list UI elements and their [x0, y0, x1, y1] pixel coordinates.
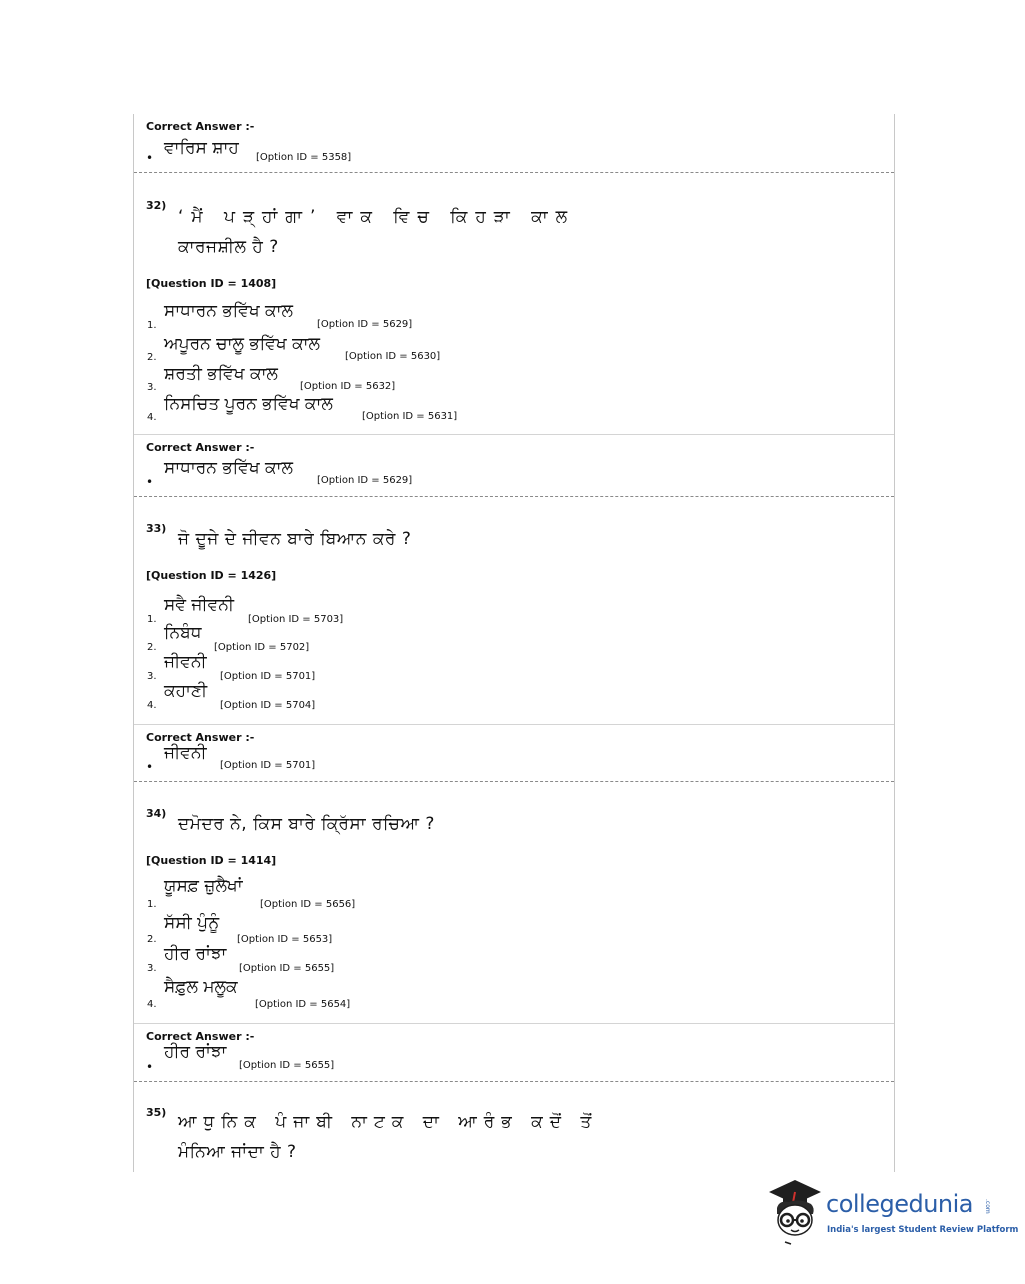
option-id: [Option ID = 5653]	[237, 934, 333, 945]
question-number: 33)	[146, 522, 167, 535]
option-id: [Option ID = 5704]	[220, 700, 316, 711]
bullet: •	[146, 475, 154, 489]
question-number: 34)	[146, 807, 167, 820]
correct-answer-33	[134, 725, 894, 782]
option-text: ਕਹਾਣੀ	[164, 681, 208, 701]
option-number: 3.	[147, 671, 157, 682]
question-text-line1: ‘ਮੈਂ ਪੜ੍ਹਾਂਗਾ’ ਵਾਕ ਵਿਚ ਕਿਹੜਾ ਕਾਲ	[178, 207, 576, 227]
option-id: [Option ID = 5629]	[317, 475, 413, 486]
option-number: 3.	[147, 963, 157, 974]
option-number: 2.	[147, 934, 157, 945]
option-number: 3.	[147, 382, 157, 393]
option-id: [Option ID = 5358]	[256, 152, 352, 163]
question-32	[134, 173, 894, 435]
question-35	[134, 1082, 894, 1172]
option-id: [Option ID = 5630]	[345, 351, 441, 362]
option-number: 4.	[147, 700, 157, 711]
question-id: [Question ID = 1408]	[146, 277, 277, 290]
correct-answer-heading: Correct Answer :-	[146, 1030, 255, 1043]
answer-text: ਹੀਰ ਰਾਂਝਾ	[164, 1042, 227, 1062]
question-id: [Question ID = 1426]	[146, 569, 277, 582]
question-id: [Question ID = 1414]	[146, 854, 277, 867]
option-text: ਸੈਫ਼ੁਲ ਮਲੂਕ	[164, 977, 238, 997]
option-text: ਸਾਧਾਰਨ ਭਵਿੱਖ ਕਾਲ	[164, 301, 293, 321]
correct-answer-heading: Correct Answer :-	[146, 120, 255, 133]
option-id: [Option ID = 5701]	[220, 671, 316, 682]
option-id: [Option ID = 5631]	[362, 411, 458, 422]
option-id: [Option ID = 5629]	[317, 319, 413, 330]
correct-answer-31	[134, 114, 894, 173]
question-paper	[133, 114, 895, 1172]
question-text-line2: ਕਾਰਜਸ਼ੀਲ ਹੈ ?	[178, 237, 279, 257]
correct-answer-heading: Correct Answer :-	[146, 441, 255, 454]
correct-answer-34	[134, 1024, 894, 1082]
option-text: ਯੂਸਫ਼ ਜ਼ੁਲੈਖਾਂ	[164, 876, 243, 896]
option-id: [Option ID = 5655]	[239, 1060, 335, 1071]
question-text-line1: ਜੋ ਦੂਜੇ ਦੇ ਜੀਵਨ ਬਾਰੇ ਬਿਆਨ ਕਰੇ ?	[178, 529, 412, 549]
option-id: [Option ID = 5655]	[239, 963, 335, 974]
option-id: [Option ID = 5701]	[220, 760, 316, 771]
option-number: 4.	[147, 999, 157, 1010]
question-text-line1: ਦਮੋਦਰ ਨੇ, ਕਿਸ ਬਾਰੇ ਕ੍ਰਿੱਸਾ ਰਚਿਆ ?	[178, 814, 435, 834]
option-id: [Option ID = 5702]	[214, 642, 310, 653]
option-id: [Option ID = 5656]	[260, 899, 356, 910]
answer-text: ਜੀਵਨੀ	[164, 743, 207, 763]
question-number: 32)	[146, 199, 167, 212]
option-text: ਸੱਸੀ ਪੁੰਨੂੰ	[164, 913, 220, 933]
brand-suffix: .com	[984, 1199, 991, 1214]
option-number: 1.	[147, 614, 157, 625]
option-text: ਨਿਸਚਿਤ ਪੂਰਨ ਭਵਿੱਖ ਕਾਲ	[164, 394, 333, 414]
option-number: 2.	[147, 352, 157, 363]
correct-answer-32	[134, 435, 894, 497]
question-34	[134, 782, 894, 1024]
answer-text: ਵਾਰਿਸ ਸ਼ਾਹ	[164, 138, 239, 158]
option-id: [Option ID = 5703]	[248, 614, 344, 625]
option-number: 4.	[147, 412, 157, 423]
answer-text: ਸਾਧਾਰਨ ਭਵਿੱਖ ਕਾਲ	[164, 458, 293, 478]
option-text: ਸ਼ਰਤੀ ਭਵਿੱਖ ਕਾਲ	[164, 364, 278, 384]
brand-tagline: India's largest Student Review Platform	[827, 1225, 1019, 1235]
bullet: •	[146, 760, 154, 774]
brand-name: collegedunia	[826, 1190, 974, 1218]
option-text: ਨਿਬੰਧ	[164, 623, 202, 643]
question-text-line2: ਮੰਨਿਆ ਜਾਂਦਾ ਹੈ ?	[178, 1142, 297, 1162]
question-33	[134, 497, 894, 725]
bullet: •	[146, 151, 154, 165]
collegedunia-logo	[765, 1176, 1019, 1246]
option-text: ਜੀਵਨੀ	[164, 652, 207, 672]
bullet: •	[146, 1060, 154, 1074]
option-text: ਸਵੈ ਜੀਵਨੀ	[164, 595, 234, 615]
option-text: ਹੀਰ ਰਾਂਝਾ	[164, 944, 227, 964]
option-id: [Option ID = 5632]	[300, 381, 396, 392]
option-number: 2.	[147, 642, 157, 653]
option-number: 1.	[147, 320, 157, 331]
question-text-line1: ਆਧੁਨਿਕ ਪੰਜਾਬੀ ਨਾਟਕ ਦਾ ਆਰੰਭ ਕਦੋਂ ਤੋਂ	[178, 1112, 599, 1132]
student-mascot-icon	[765, 1176, 825, 1246]
option-number: 1.	[147, 899, 157, 910]
option-id: [Option ID = 5654]	[255, 999, 351, 1010]
correct-answer-heading: Correct Answer :-	[146, 731, 255, 744]
option-text: ਅਪੂਰਨ ਚਾਲੂ ਭਵਿੱਖ ਕਾਲ	[164, 334, 321, 354]
question-number: 35)	[146, 1106, 167, 1119]
